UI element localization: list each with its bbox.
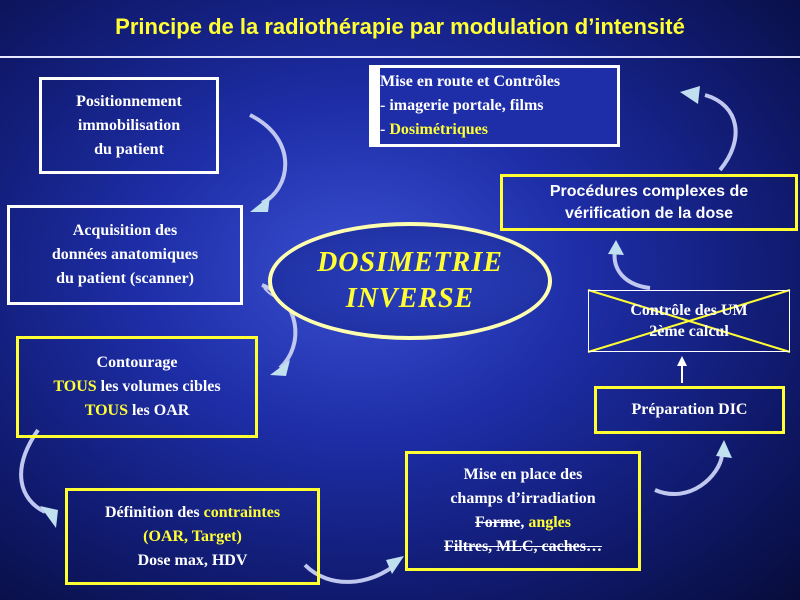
box-controle — [588, 290, 790, 352]
box-acquisition — [7, 205, 243, 305]
mise-en-place-sep: , — [520, 514, 529, 531]
center-line1: DOSIMETRIE — [317, 247, 503, 278]
contourage-rest-2: les OAR — [127, 402, 190, 419]
contourage-line3 — [85, 399, 190, 423]
box-procedures — [500, 174, 798, 231]
arrow-1 — [250, 115, 285, 203]
mise-en-place-strike-forme: Forme — [475, 514, 521, 531]
contourage-line2 — [53, 375, 220, 399]
positionnement-line3: du patient — [94, 140, 164, 158]
arrow-3 — [21, 430, 45, 512]
controle-line2: 2ème calcul — [649, 323, 729, 340]
arrow-7-head — [608, 240, 624, 255]
arrow-6-head — [677, 356, 687, 366]
box-preparation — [594, 386, 785, 434]
contourage-tous-2: TOUS — [84, 402, 128, 419]
definition-line3: Dose max, HDV — [137, 551, 248, 569]
acquisition-line3: du patient (scanner) — [56, 270, 194, 287]
arrow-2-head — [270, 360, 290, 376]
positionnement-line1: Positionnement — [76, 92, 182, 110]
mise-en-place-line1: Mise en place des — [463, 466, 583, 483]
mise-en-route-line2: - imagerie portale, films — [380, 97, 544, 114]
acquisition-line2: données anatomiques — [51, 246, 199, 263]
mise-en-route-line3 — [380, 118, 617, 142]
arrow-8-head — [680, 86, 700, 104]
definition-line1 — [105, 501, 280, 525]
mise-en-route-dosimetriques: Dosimétriques — [389, 121, 488, 138]
arrow-7 — [615, 250, 650, 288]
box-definition — [65, 488, 320, 585]
preparation-label: Préparation DIC — [631, 401, 748, 418]
arrow-8 — [705, 95, 736, 170]
mise-en-place-angles: angles — [528, 514, 571, 531]
arrow-5-head — [716, 440, 732, 458]
box-mise-en-place — [405, 451, 641, 571]
definition-pre: Définition des — [104, 503, 204, 521]
mise-en-route-inner — [379, 67, 618, 145]
positionnement-line2: immobilisation — [77, 116, 181, 134]
box-contourage — [16, 336, 258, 438]
definition-highlight: contraintes — [203, 503, 281, 521]
definition-line2: (OAR, Target) — [143, 527, 242, 545]
center-line2: INVERSE — [345, 283, 475, 314]
mise-en-place-strike-filtres: Filtres, MLC, caches… — [444, 538, 602, 555]
acquisition-line1: Acquisition des — [72, 222, 178, 239]
mise-en-place-line2: champs d’irradiation — [450, 490, 596, 507]
controle-line1: Contrôle des UM — [630, 302, 748, 319]
mise-en-route-dash: - — [380, 121, 390, 138]
contourage-tous-1: TOUS — [53, 378, 97, 395]
contourage-line1: Contourage — [96, 354, 178, 371]
arrow-5 — [655, 455, 722, 494]
page-title: Principe de la radiothérapie par modulation d’intensité — [115, 14, 685, 39]
mise-en-place-line3 — [475, 511, 571, 535]
procedures-line1: Procédures complexes de — [549, 182, 749, 200]
contourage-rest-1: les volumes cibles — [96, 378, 221, 395]
procedures-line2: vérification de la dose — [564, 204, 734, 222]
arrow-3-head — [40, 506, 58, 528]
box-mise-en-route — [369, 65, 620, 147]
mise-en-route-line1: Mise en route et Contrôles — [380, 73, 561, 90]
center-ellipse — [268, 222, 552, 340]
box-positionnement — [39, 77, 219, 174]
